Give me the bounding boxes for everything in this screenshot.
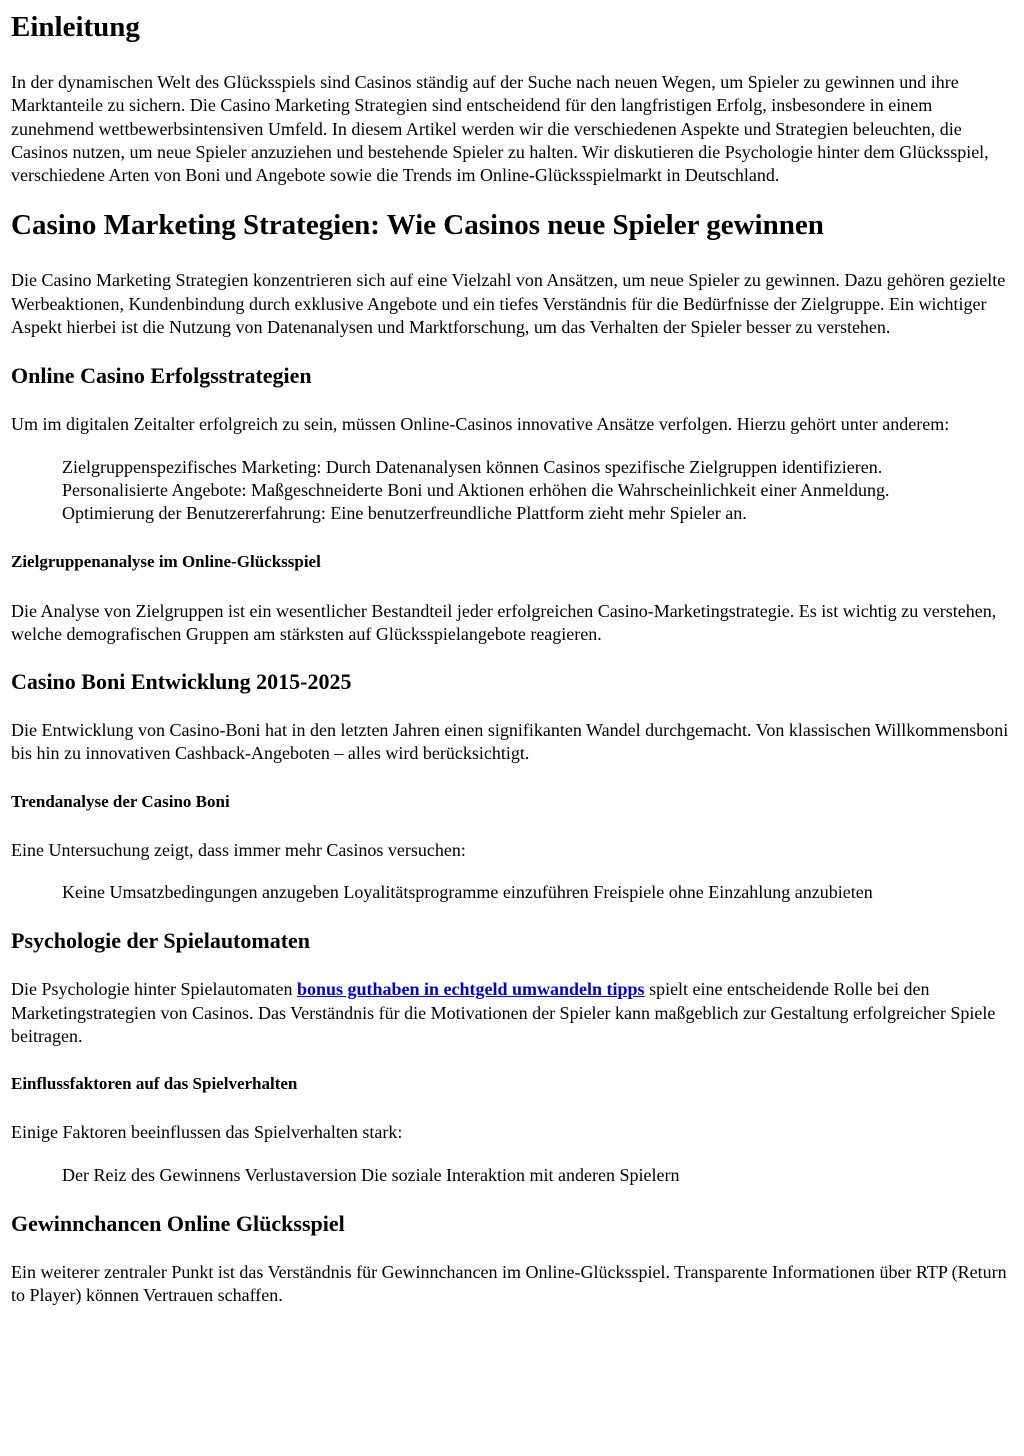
odds-paragraph: Ein weiterer zentraler Punkt ist das Verständnis für Gewinnchancen im Online-Glücksspiel. Transparente Informationen über RTP (Return to Player) können Vertrauen schaffen.	[11, 1261, 1007, 1306]
factors-heading: Einflussfaktoren auf das Spielverhalten	[11, 1074, 298, 1094]
trend-heading: Trendanalyse der Casino Boni	[11, 791, 230, 811]
marketing-heading: Casino Marketing Strategien: Wie Casinos neue Spieler gewinnen	[11, 209, 824, 242]
bonus-paragraph: Die Entwicklung von Casino-Boni hat in den letzten Jahren einen signifikanten Wandel durchgemacht. Von klassischen Willkommensboni bis hin zu innovativen Cashback-Angeboten – alles wird berücksichtigt.	[11, 720, 1009, 764]
psychology-heading: Psychologie der Spielautomaten	[11, 928, 311, 954]
psychology-paragraph	[11, 978, 1013, 1048]
list-item: Zielgruppenspezifisches Marketing: Durch Datenanalysen können Casinos spezifische Zielgruppen identifizieren.	[62, 456, 883, 477]
intro-heading: Einleitung	[11, 11, 140, 43]
bonus-heading: Casino Boni Entwicklung 2015-2025	[11, 669, 352, 695]
trend-list	[11, 881, 1013, 904]
success-heading: Online Casino Erfolgsstrategien	[11, 363, 312, 389]
list-item: Der Reiz des Gewinnens Verlustaversion Die soziale Interaktion mit anderen Spielern	[62, 1164, 680, 1185]
list-item: Personalisierte Angebote: Maßgeschneiderte Boni und Aktionen erhöhen die Wahrscheinlichkeit einer Anmeldung.	[62, 479, 890, 500]
factors-list	[11, 1164, 1013, 1187]
psychology-text-after: spielt eine entscheidende Rolle bei den Marketingstrategien von Casinos. Das Verständnis für die Motivationen der Spieler kann maßgeblich zur Gestaltung erfolgreicher Spiele beitragen.	[11, 979, 996, 1046]
success-list	[11, 456, 1013, 526]
psychology-text-before: Die Psychologie hinter Spielautomaten	[11, 979, 297, 1000]
article	[0, 10, 1024, 1307]
list-item: Keine Umsatzbedingungen anzugeben Loyalitätsprogramme einzuführen Freispiele ohne Einzahlung anzubieten	[62, 882, 873, 903]
target-heading: Zielgruppenanalyse im Online-Glücksspiel	[11, 551, 321, 571]
factors-paragraph: Einige Faktoren beeinflussen das Spielverhalten stark:	[11, 1122, 403, 1143]
list-item: Optimierung der Benutzererfahrung: Eine benutzerfreundliche Plattform zieht mehr Spieler an.	[62, 503, 747, 524]
success-paragraph: Um im digitalen Zeitalter erfolgreich zu sein, müssen Online-Casinos innovative Ansätze verfolgen. Hierzu gehört unter anderem:	[11, 414, 950, 435]
odds-heading: Gewinnchancen Online Glücksspiel	[11, 1210, 345, 1236]
bonus-tips-link[interactable]: bonus guthaben in echtgeld umwandeln tipps	[296, 979, 645, 1000]
trend-paragraph: Eine Untersuchung zeigt, dass immer mehr Casinos versuchen:	[11, 839, 466, 860]
target-paragraph: Die Analyse von Zielgruppen ist ein wesentlicher Bestandteil jeder erfolgreichen Casino-Marketingstrategie. Es ist wichtig zu verstehen, welche demografischen Gruppen am stärksten auf Glücksspielangebote reagieren.	[11, 600, 997, 644]
intro-paragraph: In der dynamischen Welt des Glücksspiels sind Casinos ständig auf der Suche nach neuen Wegen, um Spieler zu gewinnen und ihre Marktanteile zu sichern. Die Casino Marketing Strategien sind entscheidend für den langfristigen Erfolg, insbesondere in einem zunehmend wettbewerbsintensiven Umfeld. In diesem Artikel werden wir die verschiedenen Aspekte und Strategien beleuchten, die Casinos nutzen, um neue Spieler anzuziehen und bestehende Spieler zu halten. Wir diskutieren die Psychologie hinter dem Glücksspiel, verschiedene Arten von Boni und Angebote sowie die Trends im Online-Glücksspielmarkt in Deutschland.	[11, 72, 989, 186]
marketing-paragraph: Die Casino Marketing Strategien konzentrieren sich auf eine Vielzahl von Ansätzen, um neue Spieler zu gewinnen. Dazu gehören gezielte Werbeaktionen, Kundenbindung durch exklusive Angebote und ein tiefes Verständnis für die Bedürfnisse der Zielgruppe. Ein wichtiger Aspekt hierbei ist die Nutzung von Datenanalysen und Marktforschung, um das Verhalten der Spieler besser zu verstehen.	[11, 270, 1006, 338]
